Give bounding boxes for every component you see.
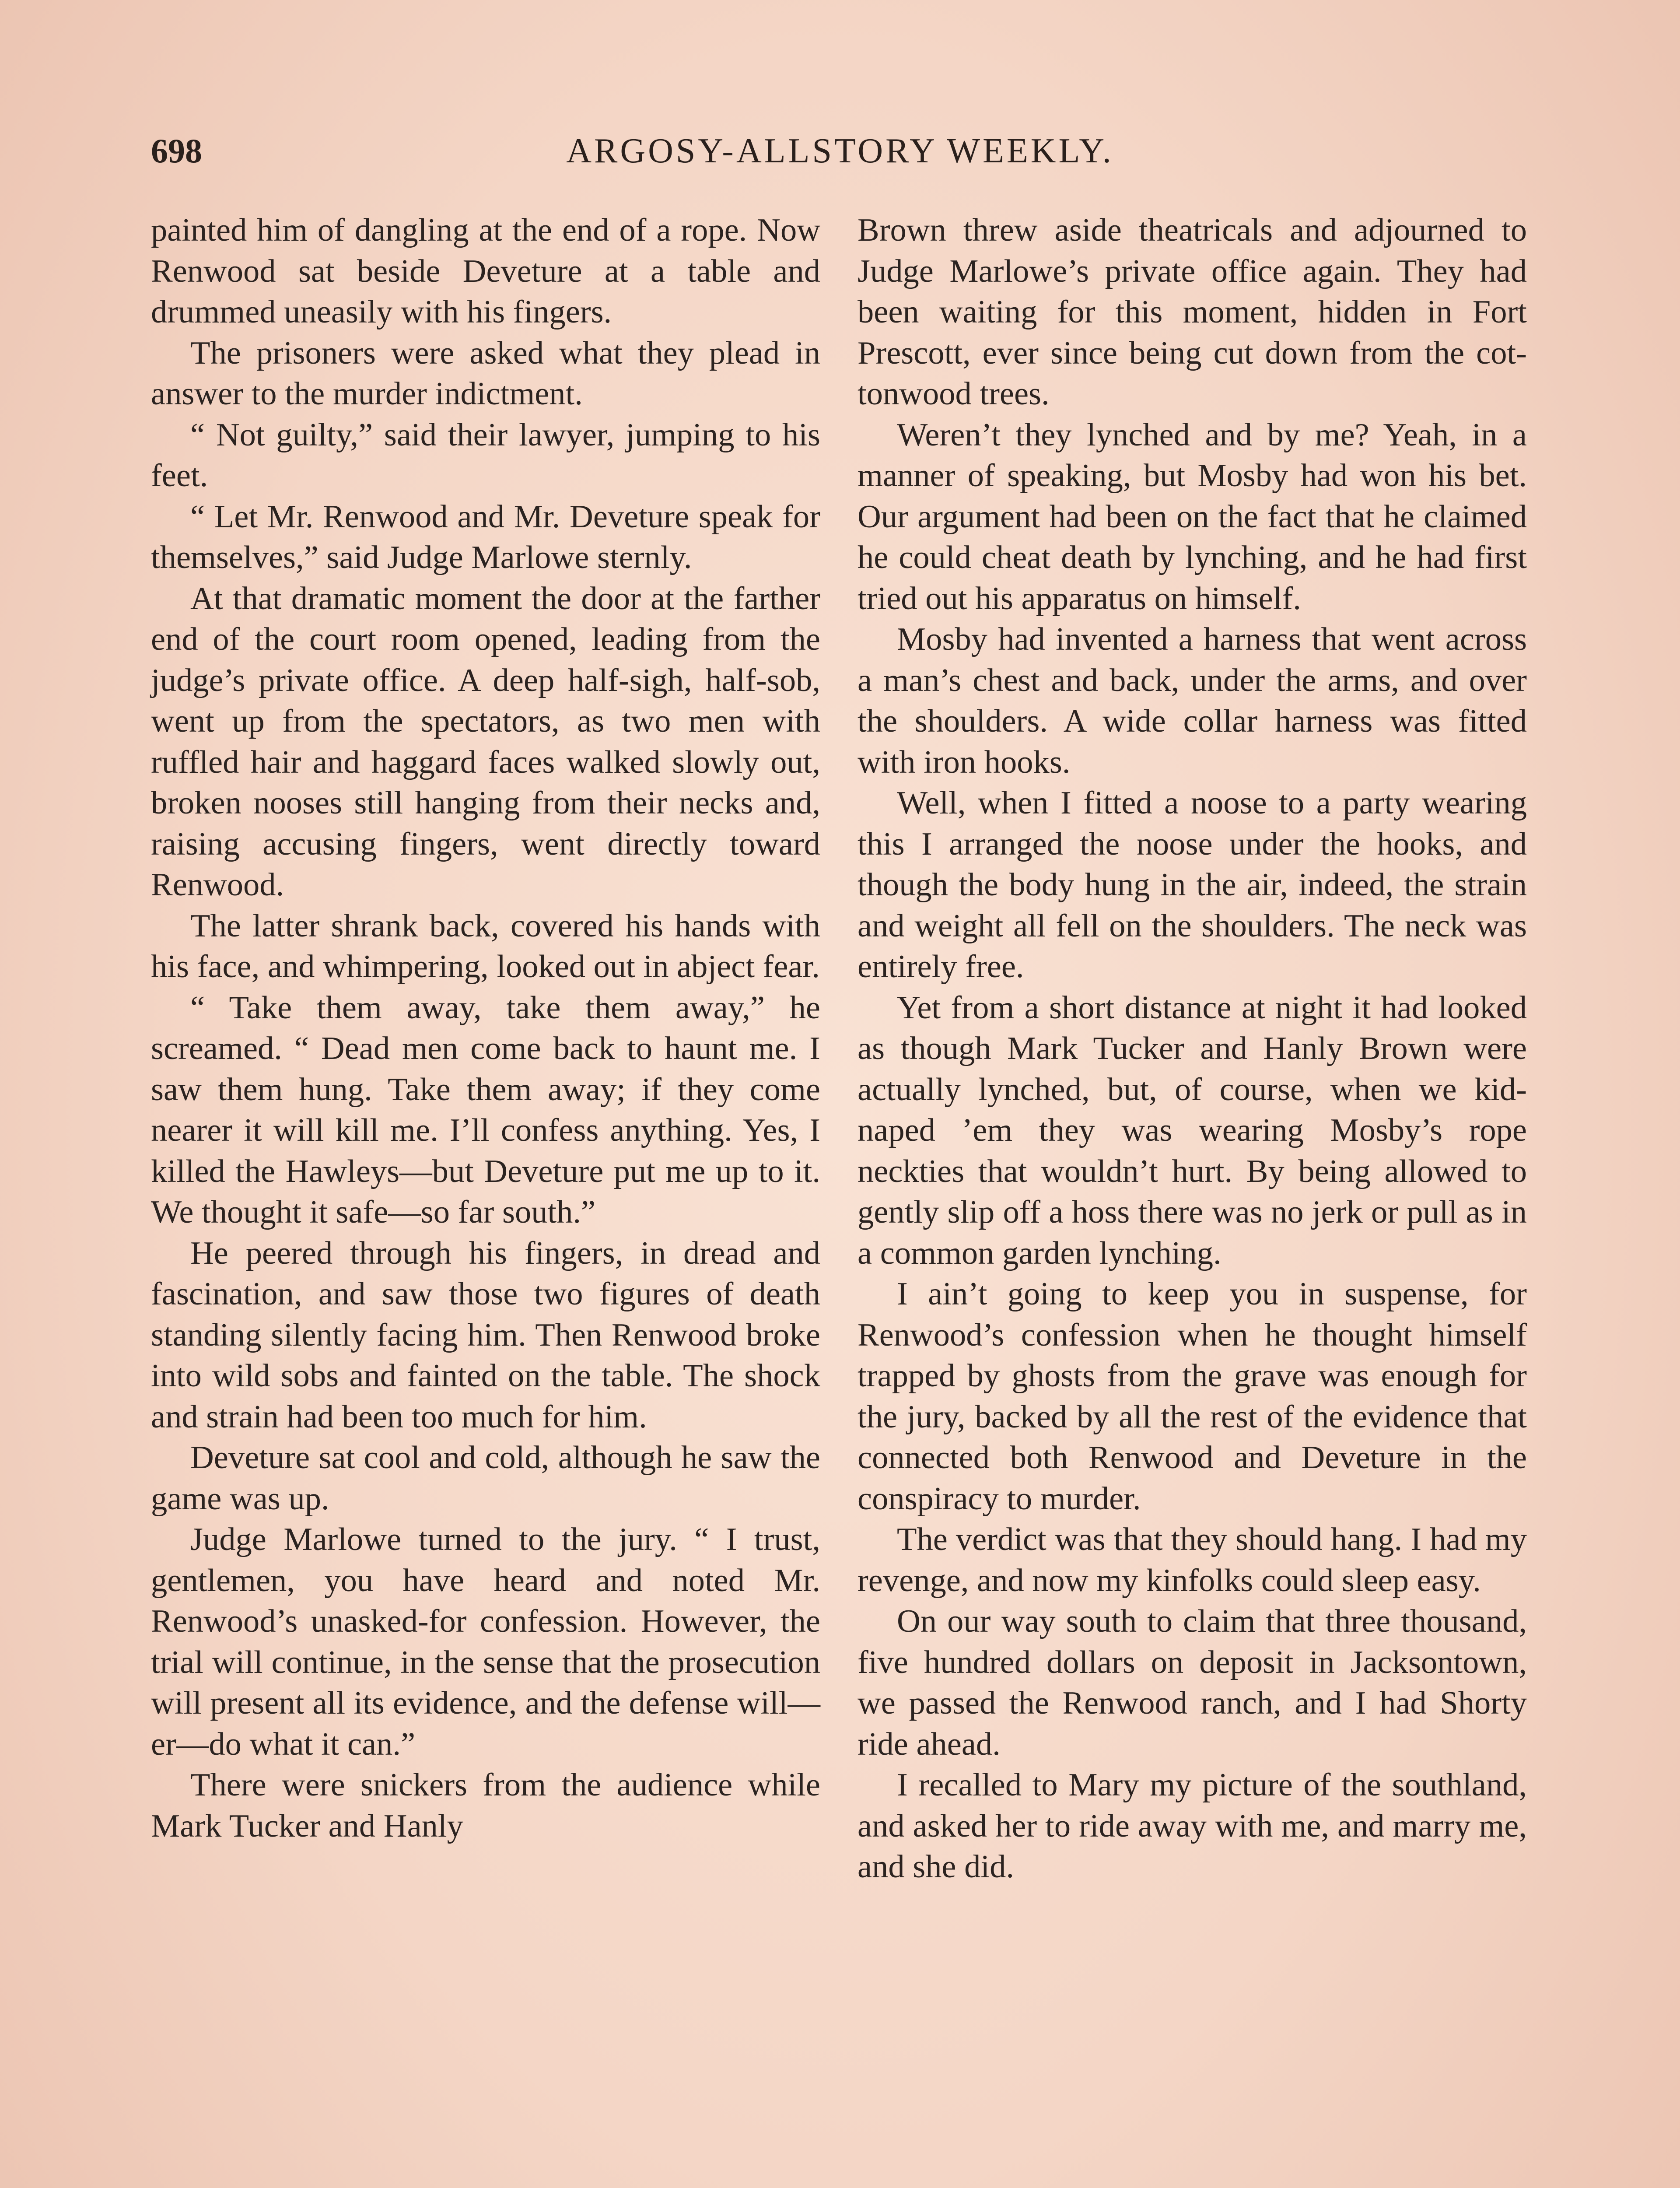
- paragraph: At that dramatic moment the door at the farther end of the court room opened, leading from the judge’s private office. A deep half-sigh, half-sob, went up from the spectators, as two men with ruffled hair and haggard faces walked slowly out, broken nooses still hanging from their necks and, raising accusing fingers, went directly toward Renwood.: [151, 580, 820, 903]
- paragraph: painted him of dangling at the end of a rope. Now Renwood sat beside Deveture at a table and drummed uneasily with his fingers.: [151, 212, 820, 330]
- paragraph: There were snickers from the audience while Mark Tucker and Hanly: [151, 1767, 820, 1844]
- page-header: [151, 131, 1529, 179]
- paragraph: On our way south to claim that three thousand, five hundred dollars on deposit in Jacksontown, we passed the Renwood ranch, and I had Shorty ride ahead.: [858, 1603, 1527, 1762]
- paragraph: “ Take them away, take them away,” he screamed. “ Dead men come back to haunt me. I saw them hung. Take them away; if they come nearer it will kill me. I’ll confess anything. Yes, I killed the Hawleys—but Deveture put me up to it. We thought it safe—so far south.”: [151, 989, 820, 1230]
- paragraph: Well, when I fitted a noose to a party wearing this I arranged the noose under the hooks, and though the body hung in the air, indeed, the strain and weight all fell on the shoulders. The neck was entirely free.: [858, 785, 1527, 985]
- paragraph: “ Let Mr. Renwood and Mr. Deveture speak for themselves,” said Judge Marlowe sternly.: [151, 498, 820, 575]
- paragraph: Yet from a short distance at night it had looked as though Mark Tucker and Hanly Brown were actually lynched, but, of course, when we kidnaped ’em they was wearing Mosby’s rope neckties that wouldn’t hurt. By being allowed to gently slip off a hoss there was no jerk or pull as in a common garden lynching.: [858, 989, 1527, 1271]
- paragraph: Weren’t they lynched and by me? Yeah, in a manner of speaking, but Mosby had won his bet. Our argument had been on the fact that he claimed he could cheat death by lynching, and he had first tried out his apparatus on himself.: [858, 417, 1527, 617]
- left-column: [151, 210, 820, 1847]
- paragraph: I ain’t going to keep you in suspense, for Renwood’s confession when he thought himself trapped by ghosts from the grave was enough for the jury, backed by all the rest of the evidence that connected both Renwood and Deveture in the conspiracy to murder.: [858, 1276, 1527, 1517]
- paragraph: The latter shrank back, covered his hands with his face, and whimpering, looked out in abject fear.: [151, 908, 820, 985]
- right-column: [858, 210, 1527, 1888]
- paragraph: Mosby had invented a harness that went across a man’s chest and back, under the arms, and over the shoulders. A wide collar harness was fitted with iron hooks.: [858, 621, 1527, 780]
- paragraph: Brown threw aside theatricals and adjourned to Judge Marlowe’s private office again. They had been waiting for this moment, hidden in Fort Prescott, ever since being cut down from the cottonwood trees.: [858, 212, 1527, 412]
- paragraph: “ Not guilty,” said their lawyer, jumping to his feet.: [151, 417, 820, 494]
- paragraph: The prisoners were asked what they plead in answer to the murder indictment.: [151, 335, 820, 412]
- running-title: ARGOSY-ALLSTORY WEEKLY.: [566, 132, 1114, 170]
- paragraph: I recalled to Mary my picture of the southland, and asked her to ride away with me, and marry me, and she did.: [858, 1767, 1527, 1885]
- paragraph: Judge Marlowe turned to the jury. “ I trust, gentlemen, you have heard and noted Mr. Renwood’s unasked-for confession. However, the trial will continue, in the sense that the prosecution will present all its evidence, and the defense will—er—do what it can.”: [151, 1522, 820, 1762]
- page-number: 698: [151, 132, 202, 170]
- paragraph: He peered through his fingers, in dread and fascination, and saw those two figures of death standing silently facing him. Then Renwood broke into wild sobs and fainted on the table. The shock and strain had been too much for him.: [151, 1235, 820, 1435]
- paragraph: The verdict was that they should hang. I had my revenge, and now my kinfolks could sleep easy.: [858, 1522, 1527, 1599]
- paragraph: Deveture sat cool and cold, although he saw the game was up.: [151, 1440, 820, 1517]
